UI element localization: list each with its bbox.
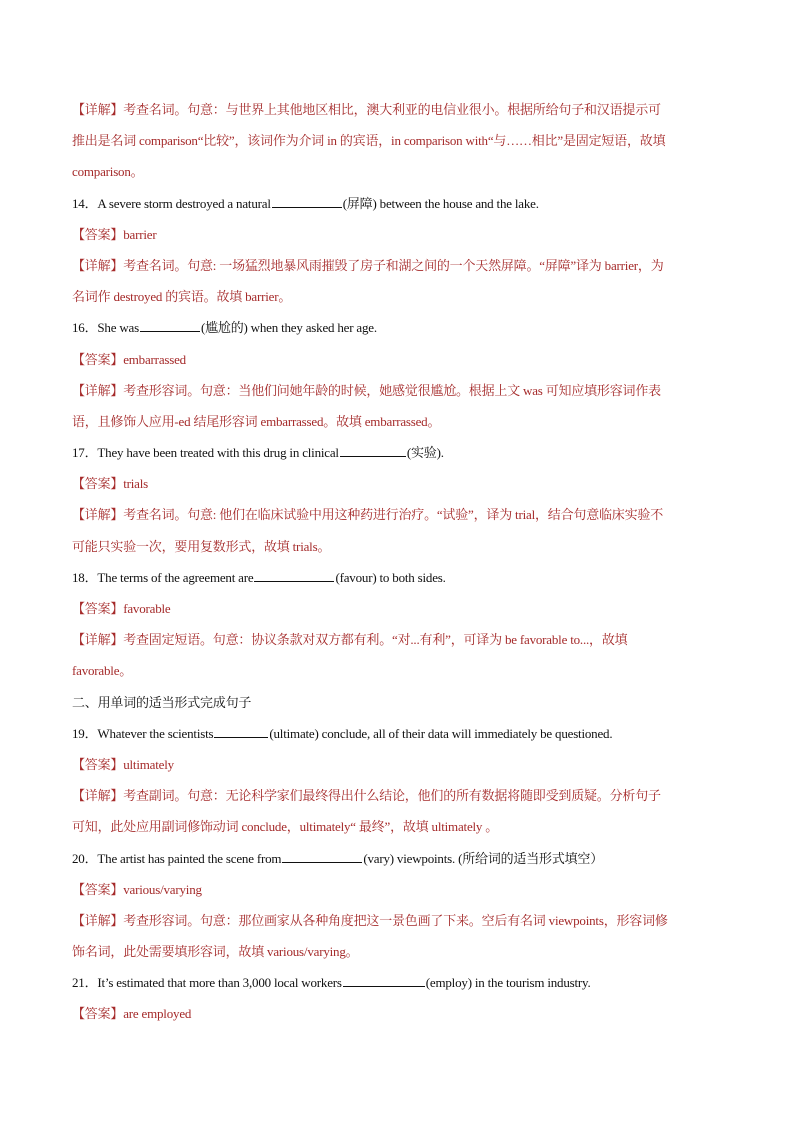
q13-detail-line3: comparison。 xyxy=(72,164,144,180)
q19-text-before: 19．Whatever the scientists xyxy=(72,725,214,741)
q14-detail-line2: 名词作 destroyed 的宾语。故填 barrier。 xyxy=(72,289,292,305)
answer-tag: 【答案】 xyxy=(72,226,124,242)
q20-text-after: (vary) viewpoints. (所给词的适当形式填空） xyxy=(363,850,604,866)
q16-text-before: 16．She was xyxy=(72,320,139,336)
q18-text-after: (favour) to both sides. xyxy=(335,569,446,585)
q21-text-before: 21．It’s estimated that more than 3,000 local workers xyxy=(72,975,342,991)
document-page xyxy=(72,94,726,1030)
q20-detail-line2: 饰名词，此处需要填形容词，故填 various/varying。 xyxy=(72,944,359,960)
q20-blank xyxy=(282,850,362,863)
q20-detail-line1 xyxy=(72,905,726,936)
q20-question xyxy=(72,843,726,874)
q14-question xyxy=(72,188,726,219)
q14-blank xyxy=(272,195,342,208)
detail-tag: 【详解】 xyxy=(72,788,124,804)
q14-answer xyxy=(72,219,726,250)
q17-answer-text: trials xyxy=(123,476,148,492)
q14-text-before: 14．A severe storm destroyed a natural xyxy=(72,195,271,211)
q20-text-before: 20．The artist has painted the scene from xyxy=(72,850,282,866)
q16-answer xyxy=(72,344,726,375)
detail-tag: 【详解】 xyxy=(72,102,124,117)
q18-question xyxy=(72,562,726,593)
q19-text-after: (ultimate) conclude, all of their data will immediately be questioned. xyxy=(269,725,613,741)
answer-tag: 【答案】 xyxy=(72,756,124,772)
q17-answer xyxy=(72,468,726,499)
detail-tag: 【详解】 xyxy=(72,632,124,648)
answer-tag: 【答案】 xyxy=(72,476,124,492)
q19-question xyxy=(72,718,726,749)
q18-blank xyxy=(254,569,334,582)
q14-detail-text: 考查名词。句意: 一场猛烈地暴风雨摧毁了房子和湖之间的一个天然屏障。“屏障”译为 barrier，为 xyxy=(123,257,664,273)
q17-blank xyxy=(340,444,406,457)
q17-text-before: 17．They have been treated with this drug in clinical xyxy=(72,445,339,461)
q18-detail-text: 考查固定短语。句意：协议条款对双方都有利。“对...有利”，可译为 be favorable to...，故填 xyxy=(123,632,628,648)
q16-text-after: (尴尬的) when they asked her age. xyxy=(200,320,377,336)
q19-detail-line1 xyxy=(72,780,726,811)
q17-detail-line2: 可能只实验一次，要用复数形式，故填 trials。 xyxy=(72,538,331,554)
q21-answer xyxy=(72,998,726,1029)
detail-tag: 【详解】 xyxy=(72,257,124,273)
q21-question xyxy=(72,967,726,998)
q16-blank xyxy=(140,319,200,332)
q20-detail-text: 考查形容词。句意：那位画家从各种角度把这一景色画了下来。空后有名词 viewpoints，形容词修 xyxy=(123,912,668,928)
q21-blank xyxy=(343,974,425,987)
q19-detail-text: 考查副词。句意：无论科学家们最终得出什么结论，他们的所有数据将随即受到质疑。分析句子 xyxy=(123,788,661,804)
q13-detail-text: 考查名词。句意：与世界上其他地区相比，澳大利亚的电信业很小。根据所给句子和汉语提示可 xyxy=(123,102,661,117)
q14-detail-line1 xyxy=(72,250,726,281)
q18-detail-line1 xyxy=(72,624,726,655)
q21-answer-text: are employed xyxy=(123,1006,192,1022)
section-heading: 二、用单词的适当形式完成句子 xyxy=(72,694,252,710)
q18-answer-text: favorable xyxy=(123,601,171,616)
detail-tag: 【详解】 xyxy=(72,912,124,928)
q17-detail-text: 考查名词。句意: 他们在临床试验中用这种药进行治疗。“试验”，译为 trial，结合句意临床实验不 xyxy=(123,507,663,523)
detail-tag: 【详解】 xyxy=(72,382,124,398)
q14-text-after: (屏障) between the house and the lake. xyxy=(342,195,539,211)
q16-detail-line1 xyxy=(72,375,726,406)
q20-answer-text: various/varying xyxy=(123,881,202,897)
q19-answer-text: ultimately xyxy=(123,756,174,772)
q16-detail-text: 考查形容词。句意：当他们问她年龄的时候，她感觉很尴尬。根据上文 was 可知应填形容词作表 xyxy=(123,382,661,398)
q14-answer-text: barrier xyxy=(123,226,157,242)
answer-tag: 【答案】 xyxy=(72,881,124,897)
q19-detail-line2: 可知，此处应用副词修饰动词 conclude，ultimately“ 最终”，故填 ultimately 。 xyxy=(72,819,499,835)
q20-answer xyxy=(72,874,726,905)
q21-text-after: (employ) in the tourism industry. xyxy=(425,975,591,991)
q18-detail-line2: favorable。 xyxy=(72,663,133,679)
q17-question xyxy=(72,437,726,468)
q17-text-after: (实验). xyxy=(406,445,444,461)
q19-answer xyxy=(72,749,726,780)
q19-blank xyxy=(214,725,268,738)
q16-answer-text: embarrassed xyxy=(123,351,186,367)
answer-tag: 【答案】 xyxy=(72,601,124,616)
q18-text-before: 18．The terms of the agreement are xyxy=(72,569,254,585)
q16-question xyxy=(72,312,726,343)
q13-detail-line1 xyxy=(72,94,726,125)
q17-detail-line1 xyxy=(72,499,726,530)
q18-answer xyxy=(72,593,726,624)
q16-detail-line2: 语，且修饰人应用-ed 结尾形容词 embarrassed。故填 embarrassed。 xyxy=(72,413,441,429)
q13-detail-line2: 推出是名词 comparison“比较”，该词作为介词 in 的宾语，in comparison with“与……相比”是固定短语，故填 xyxy=(72,133,666,149)
answer-tag: 【答案】 xyxy=(72,351,124,367)
answer-tag: 【答案】 xyxy=(72,1006,124,1022)
detail-tag: 【详解】 xyxy=(72,507,124,523)
